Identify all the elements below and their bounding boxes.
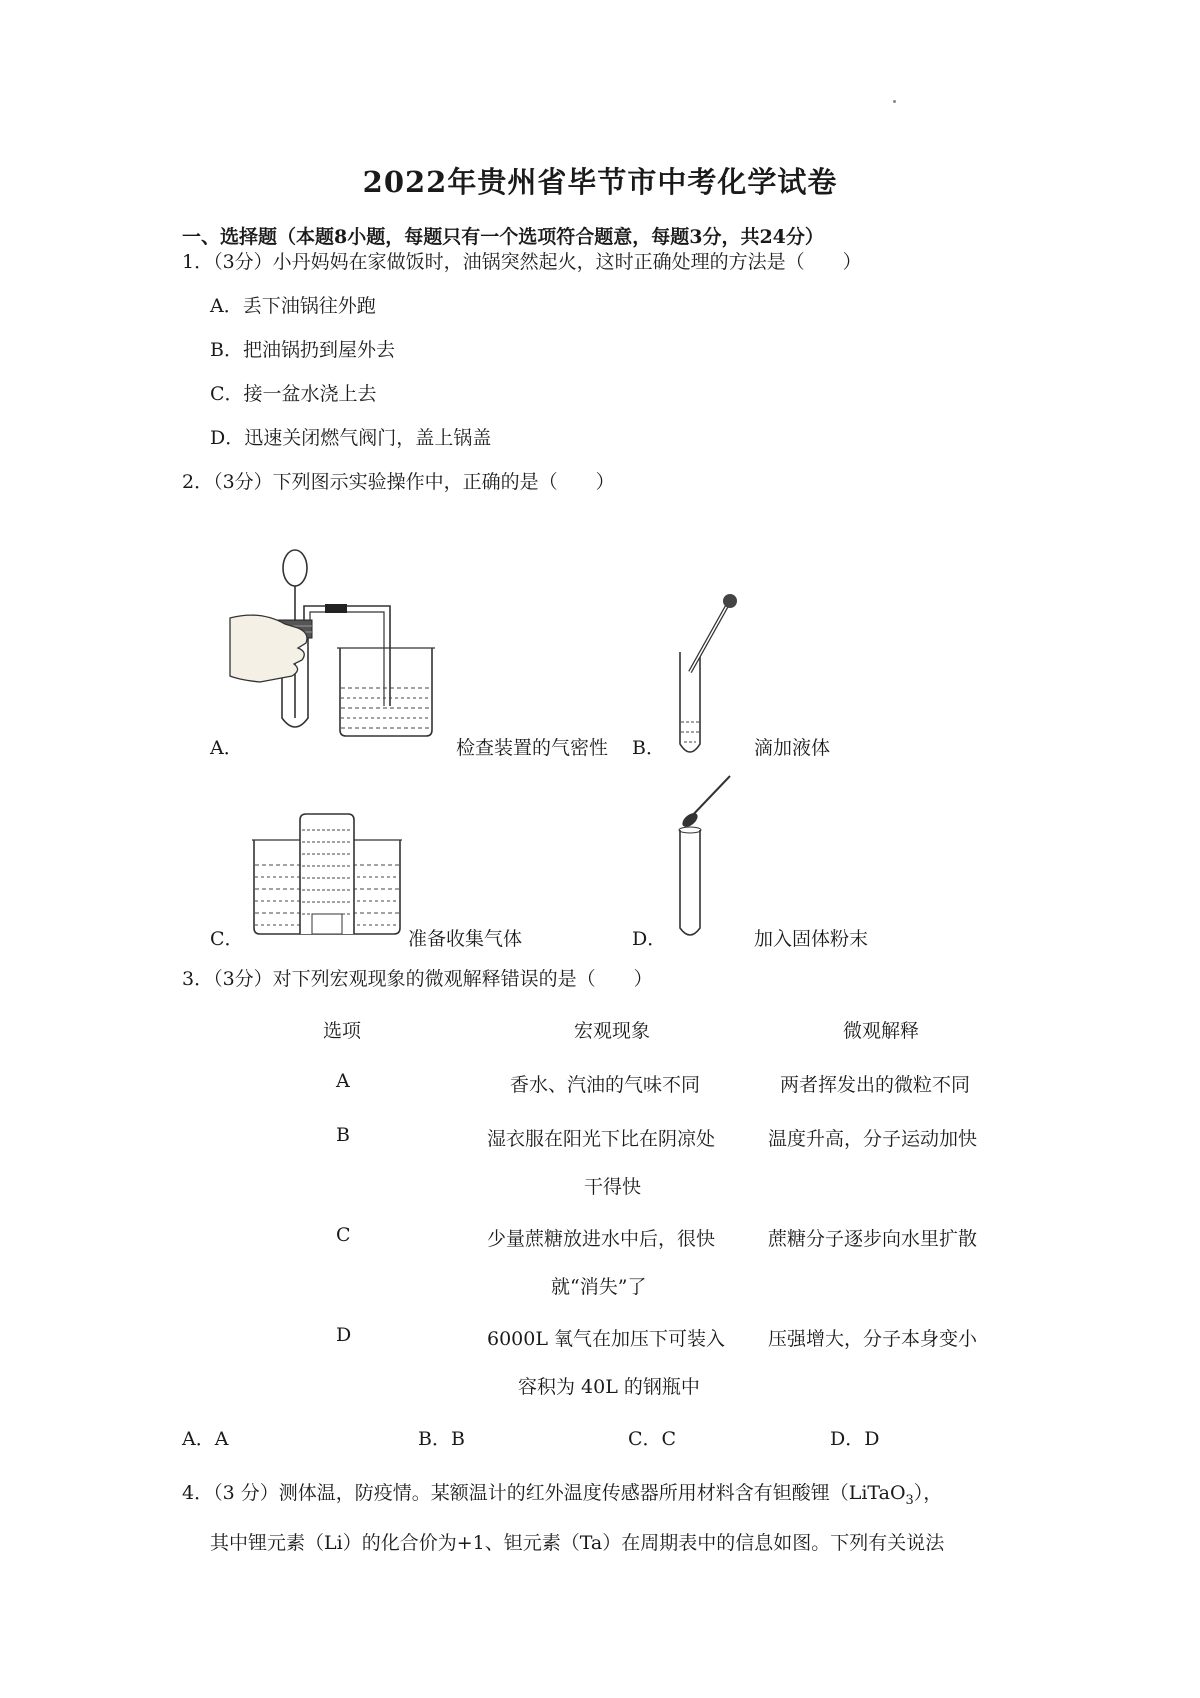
solid-powder-test-tube-figure bbox=[668, 770, 748, 940]
option-c-letter: C． bbox=[210, 928, 244, 950]
airtightness-apparatus-figure bbox=[240, 548, 460, 748]
question-3-answer-a: A．A bbox=[182, 1428, 229, 1450]
question-4-line-1-end: ）， bbox=[913, 1482, 943, 1504]
table-row-a-option: A bbox=[336, 1070, 350, 1092]
question-3-answer-d: D．D bbox=[830, 1428, 880, 1450]
table-row-b-macro-line2: 干得快 bbox=[584, 1176, 642, 1198]
option-b-letter: B． bbox=[632, 737, 665, 759]
table-row-d-macro-line2: 容积为 40L 的钢瓶中 bbox=[518, 1376, 700, 1398]
table-row-d-macro-line1: 6000L 氧气在加压下可装入 bbox=[487, 1328, 726, 1350]
option-d-caption: 加入固体粉末 bbox=[754, 928, 869, 950]
question-4-line-2: 其中锂元素（Li）的化合价为+1、钽元素（Ta）在周期表中的信息如图。下列有关说法 bbox=[210, 1532, 945, 1554]
option-b-caption: 滴加液体 bbox=[754, 737, 831, 759]
table-row-c-macro-line1: 少量蔗糖放进水中后，很快 bbox=[487, 1228, 716, 1250]
question-4-line-1 bbox=[182, 1478, 942, 1508]
question-4-line-1-text: 4．（3 分）测体温，防疫情。某额温计的红外温度传感器所用材料含有钽酸锂（LiTaO bbox=[182, 1482, 906, 1504]
option-a-caption: 检查装置的气密性 bbox=[456, 737, 609, 759]
table-row-d-option: D bbox=[336, 1324, 352, 1346]
scan-speck bbox=[893, 100, 896, 103]
page-title: 2022年贵州省毕节市中考化学试卷 bbox=[362, 165, 838, 199]
question-3-answer-b: B．B bbox=[418, 1428, 465, 1450]
table-row-c-micro: 蔗糖分子逐步向水里扩散 bbox=[768, 1228, 978, 1250]
question-3-answer-c: C．C bbox=[628, 1428, 677, 1450]
option-c-caption: 准备收集气体 bbox=[408, 928, 523, 950]
table-row-a-micro: 两者挥发出的微粒不同 bbox=[780, 1074, 971, 1096]
option-a-letter: A． bbox=[210, 737, 243, 759]
gas-collection-trough-figure bbox=[250, 810, 405, 940]
question-2-stem: 2．（3分）下列图示实验操作中，正确的是（ ） bbox=[182, 471, 615, 493]
question-1-option-a: A．丢下油锅往外跑 bbox=[210, 295, 376, 317]
question-1-option-c: C．接一盆水浇上去 bbox=[210, 383, 377, 405]
subscript-3: 3 bbox=[905, 1492, 914, 1508]
table-row-b-option: B bbox=[336, 1124, 350, 1146]
table-row-b-micro: 温度升高，分子运动加快 bbox=[768, 1128, 978, 1150]
table-row-c-macro-line2: 就“消失”了 bbox=[551, 1276, 647, 1298]
question-3-stem: 3．（3分）对下列宏观现象的微观解释错误的是（ ） bbox=[182, 968, 653, 990]
section-heading: 一、选择题（本题8小题，每题只有一个选项符合题意，每题3分，共24分） bbox=[182, 226, 824, 248]
table-header-macro: 宏观现象 bbox=[574, 1020, 651, 1042]
question-1-option-b: B．把油锅扔到屋外去 bbox=[210, 339, 395, 361]
table-row-a-macro: 香水、汽油的气味不同 bbox=[510, 1074, 701, 1096]
table-header-option: 选项 bbox=[323, 1020, 362, 1042]
table-row-b-macro-line1: 湿衣服在阳光下比在阴凉处 bbox=[487, 1128, 716, 1150]
question-1-option-d: D．迅速关闭燃气阀门，盖上锅盖 bbox=[210, 427, 492, 449]
table-row-d-micro: 压强增大，分子本身变小 bbox=[768, 1328, 978, 1350]
option-d-letter: D． bbox=[632, 928, 667, 950]
dropping-liquid-figure bbox=[668, 592, 748, 762]
table-header-micro: 微观解释 bbox=[843, 1020, 920, 1042]
table-row-c-option: C bbox=[336, 1224, 351, 1246]
question-1-stem: 1．（3分）小丹妈妈在家做饭时，油锅突然起火，这时正确处理的方法是（ ） bbox=[182, 251, 862, 273]
